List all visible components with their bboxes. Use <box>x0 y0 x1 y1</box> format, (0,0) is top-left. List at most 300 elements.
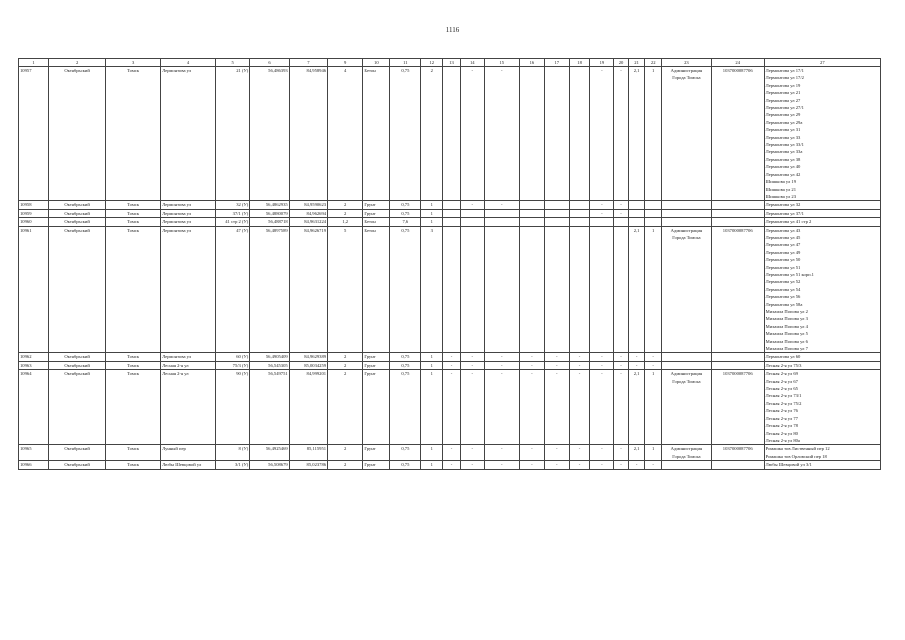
column-number-row <box>19 59 881 67</box>
table-cell: 56,549751 <box>250 370 289 445</box>
table-cell: 0,75 <box>390 361 421 369</box>
table-cell <box>764 226 880 353</box>
table-cell: - <box>590 201 614 209</box>
table-cell <box>645 218 662 226</box>
table-cell: Томск <box>106 370 161 445</box>
table-cell <box>711 218 764 226</box>
table-cell <box>569 218 590 226</box>
table-cell: 2,1 <box>628 445 645 461</box>
table-cell: 56,4880079 <box>250 209 289 217</box>
table-cell: 0,75 <box>390 209 421 217</box>
table-cell: - <box>519 445 544 461</box>
column-number: 1 <box>19 59 49 67</box>
table-cell: Октябрьский <box>49 209 106 217</box>
table-cell <box>661 353 711 361</box>
cell-line: Лермонтова ул 40 <box>765 164 801 170</box>
table-cell: 84,9590623 <box>289 201 327 209</box>
table-cell: 10963 <box>19 361 49 369</box>
table-cell: 32 (У) <box>216 201 250 209</box>
table-cell <box>484 209 519 217</box>
table-cell: Лесная 2-я ул <box>161 370 216 445</box>
table-cell: 1 <box>421 461 443 469</box>
table-cell: Томск <box>106 201 161 209</box>
table-cell: 0,75 <box>390 67 421 201</box>
table-cell: 2 <box>328 445 363 461</box>
column-number: 9 <box>328 59 363 67</box>
table-cell <box>569 209 590 217</box>
cell-line: Лермонтова ул 52 <box>765 279 801 285</box>
table-cell: - <box>519 353 544 361</box>
table-cell <box>519 67 544 201</box>
table-cell: Лермонтова ул <box>161 67 216 201</box>
table-cell: - <box>569 461 590 469</box>
table-cell <box>661 445 711 461</box>
cell-line: Администрация <box>670 68 703 73</box>
table-cell: - <box>628 461 645 469</box>
table-cell: Томск <box>106 461 161 469</box>
table-cell: Бетон <box>363 226 390 353</box>
table-cell: 0,75 <box>390 461 421 469</box>
table-cell: - <box>443 461 461 469</box>
column-number: 19 <box>590 59 614 67</box>
table-cell: 85,115951 <box>289 445 327 461</box>
table-cell: Октябрьский <box>49 353 106 361</box>
cell-line: Шишкова ул 19 <box>765 179 797 185</box>
table-cell: - <box>519 370 544 445</box>
cell-line: Города Томска <box>672 378 701 384</box>
table-cell: Октябрьский <box>49 361 106 369</box>
column-number: 22 <box>645 59 662 67</box>
table-cell: - <box>645 461 662 469</box>
table-cell: Грунт <box>363 353 390 361</box>
cell-line: Лермонтова ул 51 <box>765 264 801 270</box>
table-cell: - <box>628 353 645 361</box>
table-cell <box>628 209 645 217</box>
table-cell: - <box>614 445 629 461</box>
table-cell: - <box>484 461 519 469</box>
table-cell: - <box>590 353 614 361</box>
table-cell: Любы Шевцовой ул <box>161 461 216 469</box>
table-cell: - <box>460 445 484 461</box>
table-cell: - <box>544 370 569 445</box>
table-cell <box>544 209 569 217</box>
table-cell: - <box>519 461 544 469</box>
cell-line: Администрация <box>670 446 703 452</box>
column-number: 15 <box>484 59 519 67</box>
cell-line: Михаила Попова ул 3 <box>765 316 808 322</box>
column-number: 6 <box>250 59 289 67</box>
table-cell <box>628 218 645 226</box>
table-cell: 10959 <box>19 209 49 217</box>
table-cell: Грунт <box>363 445 390 461</box>
table-row <box>19 361 881 369</box>
table-cell <box>544 218 569 226</box>
table-cell: 3 <box>421 226 443 353</box>
column-number: 4 <box>161 59 216 67</box>
table-cell: - <box>614 67 629 201</box>
table-cell: Томск <box>106 361 161 369</box>
table-cell: Лермонтова ул <box>161 226 216 353</box>
table-cell: 47 (У) <box>216 226 250 353</box>
table-cell <box>460 218 484 226</box>
cell-line: Лермонтова ул 37/1 <box>765 210 804 216</box>
cell-line: Лермонтова ул 29 <box>765 112 801 118</box>
cell-line: Лермонтова ул 54 <box>765 286 801 292</box>
table-cell: 56,4925469 <box>250 445 289 461</box>
table-cell: Томск <box>106 445 161 461</box>
cell-line: Михаила Попова ул 4 <box>765 323 808 329</box>
table-cell <box>661 209 711 217</box>
table-cell: 2 <box>421 67 443 201</box>
table-cell: 1 <box>421 361 443 369</box>
table-cell: 10960 <box>19 218 49 226</box>
table-cell: - <box>460 361 484 369</box>
table-cell: 75/3 (У) <box>216 361 250 369</box>
table-cell: 10961 <box>19 226 49 353</box>
table-cell: - <box>569 353 590 361</box>
table-cell <box>764 353 880 361</box>
table-cell: 56,4897589 <box>250 226 289 353</box>
table-cell <box>519 201 544 209</box>
table-cell: - <box>484 445 519 461</box>
table-cell: - <box>569 361 590 369</box>
table-cell: Томск <box>106 353 161 361</box>
table-cell: Лесная 2-я ул <box>161 361 216 369</box>
column-number: 18 <box>569 59 590 67</box>
table-cell: 84,962694 <box>289 209 327 217</box>
table-cell: 2 <box>328 461 363 469</box>
registry-table <box>18 58 881 470</box>
column-number: 2 <box>49 59 106 67</box>
table-cell: 56,545305 <box>250 361 289 369</box>
table-cell: - <box>519 361 544 369</box>
table-cell <box>711 209 764 217</box>
cell-line: Лермонтова ул 33а <box>765 149 803 155</box>
table-cell: Грунт <box>363 201 390 209</box>
table-cell: 1037000087706 <box>711 445 764 461</box>
table-cell: Грунт <box>363 461 390 469</box>
table-cell: Томск <box>106 67 161 201</box>
cell-line: Лермонтова ул 27 <box>765 97 801 103</box>
cell-line: Михаила Попова ул 2 <box>765 309 808 314</box>
table-cell: - <box>443 353 461 361</box>
table-cell <box>519 218 544 226</box>
column-number: 11 <box>390 59 421 67</box>
table-row <box>19 209 881 217</box>
table-cell: 2,1 <box>628 226 645 353</box>
table-cell: - <box>614 353 629 361</box>
cell-line: Лесная 2-я ул 77 <box>765 415 798 421</box>
table-cell <box>764 445 880 461</box>
table-cell: - <box>590 445 614 461</box>
table-cell: 1 <box>645 370 662 445</box>
table-cell: 1 <box>645 67 662 201</box>
table-cell: Лермонтова ул <box>161 218 216 226</box>
table-cell: 1 <box>421 370 443 445</box>
table-cell: 84,9626719 <box>289 226 327 353</box>
table-row <box>19 445 881 461</box>
table-cell: Лермонтова ул <box>161 201 216 209</box>
cell-line: Лермонтова ул 38 <box>765 156 801 162</box>
table-cell: Грунт <box>363 370 390 445</box>
table-cell: - <box>484 67 519 201</box>
table-cell: - <box>569 370 590 445</box>
table-cell: - <box>443 370 461 445</box>
table-cell: 2,1 <box>628 370 645 445</box>
table-cell: 56,4862935 <box>250 201 289 209</box>
table-cell: 84,958946 <box>289 67 327 201</box>
table-cell: Октябрьский <box>49 218 106 226</box>
cell-line: Лермонтова ул 49 <box>765 249 801 255</box>
cell-line: Ромашка тов Орловский пер 18 <box>765 453 827 459</box>
table-cell <box>590 218 614 226</box>
table-cell: - <box>614 461 629 469</box>
table-cell <box>764 361 880 369</box>
table-cell: 56,488718 <box>250 218 289 226</box>
table-cell: 84,999201 <box>289 370 327 445</box>
table-cell: - <box>544 353 569 361</box>
table-cell: - <box>614 201 629 209</box>
table-cell <box>661 226 711 353</box>
column-number: 5 <box>216 59 250 67</box>
table-cell: - <box>460 67 484 201</box>
table-cell <box>614 226 629 353</box>
table-cell: 2 <box>328 361 363 369</box>
table-cell: 90 (У) <box>216 370 250 445</box>
page-number: 1116 <box>445 26 460 34</box>
cell-line: Лермонтова ул 50 <box>765 257 801 263</box>
table-cell <box>614 218 629 226</box>
cell-line: Лермонтова ул 19 <box>765 82 801 88</box>
table-cell: Октябрьский <box>49 445 106 461</box>
table-row <box>19 226 881 353</box>
table-cell: Бетон <box>363 218 390 226</box>
table-cell <box>443 209 461 217</box>
table-cell: 1 <box>421 445 443 461</box>
table-cell: 37/1 (У) <box>216 209 250 217</box>
table-cell: 1037000087706 <box>711 226 764 353</box>
cell-line: Любы Шевцовой ул 3/1 <box>765 462 812 468</box>
table-cell <box>484 218 519 226</box>
table-cell: Октябрьский <box>49 201 106 209</box>
table-cell <box>764 370 880 445</box>
table-cell: - <box>614 209 629 217</box>
cell-line: Лермонтова ул 60 <box>765 354 801 360</box>
table-cell: 2 <box>328 209 363 217</box>
table-cell: 1037000087706 <box>711 370 764 445</box>
table-cell: 21 (У) <box>216 67 250 201</box>
table-cell <box>443 226 461 353</box>
table-cell <box>590 226 614 353</box>
column-number: 7 <box>289 59 327 67</box>
table-cell: 0,75 <box>390 226 421 353</box>
table-cell <box>544 201 569 209</box>
cell-line: Михаила Попова ул 5 <box>765 331 808 337</box>
cell-line: Лесная 2-я ул 75/2 <box>765 400 802 406</box>
table-cell: - <box>443 445 461 461</box>
column-number: 14 <box>460 59 484 67</box>
table-cell: - <box>590 361 614 369</box>
cell-line: Лесная 2-я ул 78 <box>765 423 798 429</box>
table-cell: 85,0034259 <box>289 361 327 369</box>
table-row <box>19 461 881 469</box>
cell-line: Лесная 2-я ул 73/1 <box>765 393 802 399</box>
table-cell <box>484 226 519 353</box>
table-cell <box>661 461 711 469</box>
cell-line: Лермонтова ул 17/2 <box>765 75 804 81</box>
column-number: 20 <box>614 59 629 67</box>
table-cell: - <box>484 353 519 361</box>
table-row <box>19 370 881 445</box>
cell-line: Лермонтова ул 33/1 <box>765 142 804 148</box>
table-cell <box>764 218 880 226</box>
table-cell <box>711 461 764 469</box>
table-cell: 84,9631224 <box>289 218 327 226</box>
table-cell: - <box>460 201 484 209</box>
table-cell: 56,508679 <box>250 461 289 469</box>
table-cell <box>443 218 461 226</box>
table-cell: Томск <box>106 218 161 226</box>
table-cell <box>443 201 461 209</box>
cell-line: Лермонтова ул 29а <box>765 119 803 125</box>
table-cell: 0,75 <box>390 370 421 445</box>
table-cell: - <box>484 370 519 445</box>
column-number: 16 <box>519 59 544 67</box>
column-number: 27 <box>764 59 880 67</box>
table-body <box>19 67 881 470</box>
column-number: 10 <box>363 59 390 67</box>
table-cell <box>711 353 764 361</box>
cell-line: Лермонтова ул 58а <box>765 301 803 307</box>
cell-line: Лермонтова ул 33 <box>765 134 801 140</box>
table-cell: - <box>590 67 614 201</box>
table-cell: 1 <box>421 201 443 209</box>
table-cell: - <box>443 361 461 369</box>
table-cell: Октябрьский <box>49 370 106 445</box>
cell-line: Лесная 2-я ул 69 <box>765 371 798 377</box>
table-cell: 2 <box>328 353 363 361</box>
table-cell: 56,4905409 <box>250 353 289 361</box>
cell-line: Лермонтова ул 56 <box>765 294 801 300</box>
cell-line: Михаила Попова ул 7 <box>765 346 808 352</box>
table-cell: 1,2 <box>328 218 363 226</box>
cell-line: Лермонтова ул 31 <box>765 127 801 133</box>
table-cell: Лунный пер <box>161 445 216 461</box>
cell-line: Лесная 2-я ул 67 <box>765 378 798 384</box>
cell-line: Лесная 2-я ул 76 <box>765 408 798 414</box>
column-number: 21 <box>628 59 645 67</box>
table-cell: Октябрьский <box>49 461 106 469</box>
table-cell: 41 стр 2 (У) <box>216 218 250 226</box>
table-cell: Грунт <box>363 361 390 369</box>
cell-line: Лермонтова ул 32 <box>765 202 801 208</box>
table-cell: - <box>569 445 590 461</box>
table-cell: 2 <box>328 201 363 209</box>
table-cell: - <box>544 445 569 461</box>
table-row <box>19 67 881 201</box>
table-cell <box>628 201 645 209</box>
table-cell <box>443 67 461 201</box>
table-cell: - <box>590 209 614 217</box>
table-cell <box>711 361 764 369</box>
table-cell: - <box>645 353 662 361</box>
cell-line: Лесная 2-я ул 80 <box>765 430 798 436</box>
table-cell: 56,486393 <box>250 67 289 201</box>
table-cell <box>544 67 569 201</box>
table-cell: 84,9629389 <box>289 353 327 361</box>
table-cell: 1 <box>421 209 443 217</box>
table-cell: 1 <box>421 218 443 226</box>
table-cell: Октябрьский <box>49 226 106 353</box>
cell-line: Администрация <box>670 371 703 377</box>
table-cell <box>764 461 880 469</box>
cell-line: Лермонтова ул 45 <box>765 234 801 240</box>
cell-line: Города Томска <box>672 234 701 240</box>
table-cell: - <box>614 361 629 369</box>
table-cell: 1 <box>421 353 443 361</box>
table-cell: Томск <box>106 226 161 353</box>
table-cell <box>661 370 711 445</box>
table-cell: Грунт <box>363 209 390 217</box>
table-cell <box>661 218 711 226</box>
table-cell <box>569 201 590 209</box>
cell-line: Лермонтова ул 27/1 <box>765 105 804 111</box>
cell-line: Лесная 2-я ул 80а <box>765 437 800 443</box>
cell-line: Города Томска <box>672 75 701 81</box>
table-cell: - <box>460 461 484 469</box>
table-cell <box>519 226 544 353</box>
table-row <box>19 218 881 226</box>
table-cell <box>645 201 662 209</box>
table-cell: 85,023786 <box>289 461 327 469</box>
table-cell <box>460 226 484 353</box>
table-cell <box>645 209 662 217</box>
table-cell: - <box>590 370 614 445</box>
table-cell: 7,6 <box>390 218 421 226</box>
table-row <box>19 201 881 209</box>
column-number: 3 <box>106 59 161 67</box>
table-row <box>19 353 881 361</box>
table-cell <box>764 201 880 209</box>
table-cell: - <box>460 370 484 445</box>
cell-line: Лермонтова ул 47 <box>765 242 801 248</box>
cell-line: Лермонтова ул 41 стр 2 <box>765 219 812 225</box>
cell-line: Лермонтова ул 21 <box>765 90 801 96</box>
table-cell <box>460 209 484 217</box>
table-cell: - <box>484 361 519 369</box>
table-cell: 10966 <box>19 461 49 469</box>
table-cell: Томск <box>106 209 161 217</box>
table-cell: 60 (У) <box>216 353 250 361</box>
table-cell: 0,75 <box>390 201 421 209</box>
cell-line: Шишкова ул 21 <box>765 186 797 192</box>
table-cell: 10964 <box>19 370 49 445</box>
table-cell: - <box>460 353 484 361</box>
cell-line: Лесная 2-я ул 65 <box>765 386 798 392</box>
cell-line: Михаила Попова ул 6 <box>765 338 808 344</box>
table-cell: 10962 <box>19 353 49 361</box>
cell-line: Ромашка тов Лиственный пер 12 <box>765 446 830 452</box>
table-cell: 10965 <box>19 445 49 461</box>
table-cell <box>711 201 764 209</box>
table-cell: 10958 <box>19 201 49 209</box>
table-cell: - <box>544 361 569 369</box>
cell-line: Города Томска <box>672 453 701 459</box>
table-cell: 0,75 <box>390 353 421 361</box>
table-cell <box>661 201 711 209</box>
column-number: 23 <box>661 59 711 67</box>
table-cell <box>764 67 880 201</box>
